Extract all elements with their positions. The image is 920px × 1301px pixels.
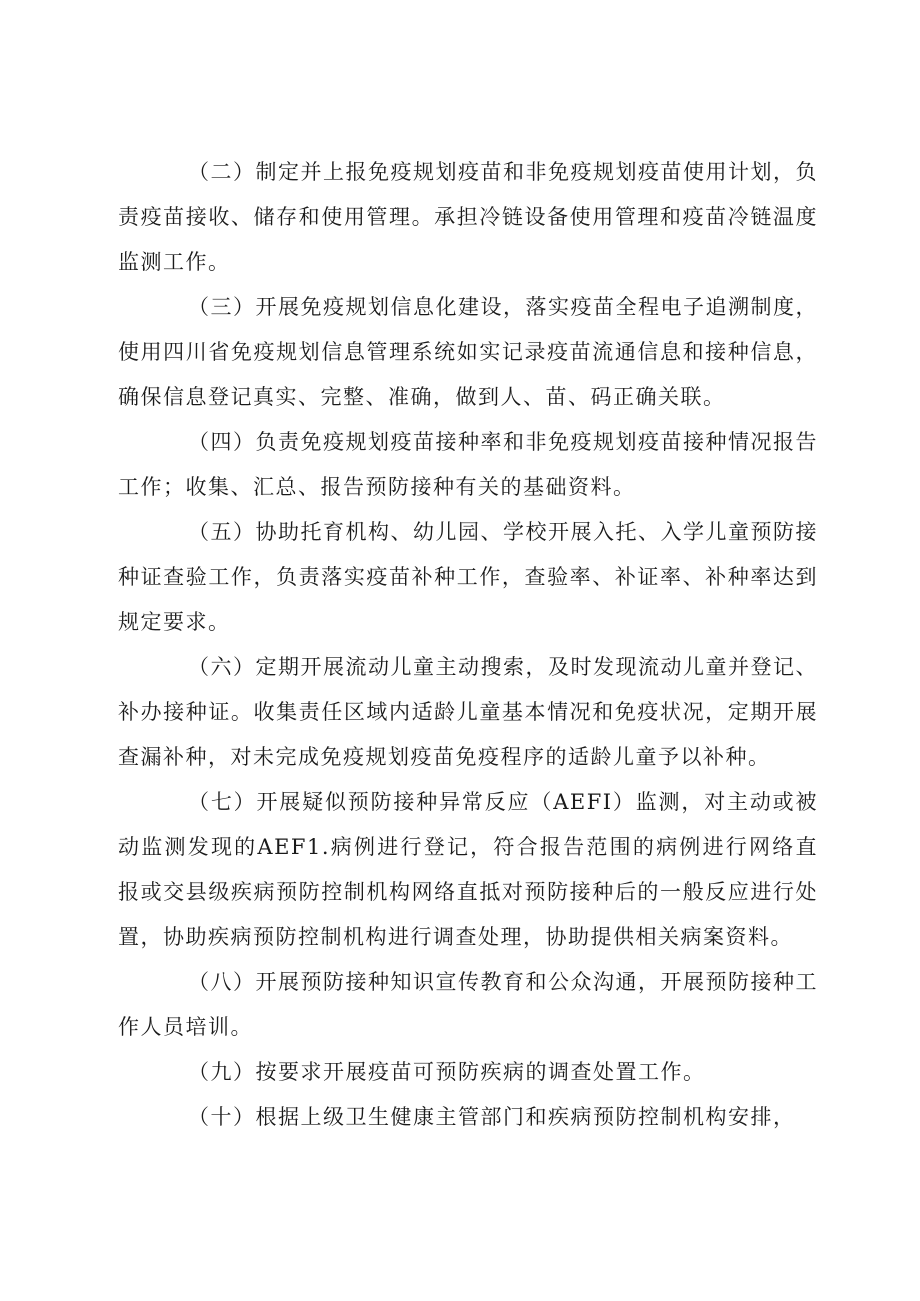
- paragraph-10: （十）根据上级卫生健康主管部门和疾病预防控制机构安排，: [188, 1105, 796, 1129]
- paragraph-3: （三）开展免疫规划信息化建设，落实疫苗全程电子追溯制度，使用四川省免疫规划信息管理系统如实记录疫苗流通信息和接种信息，确保信息登记真实、完整、准确，做到人、苗、码正确关联。: [118, 295, 818, 409]
- paragraph-7: （七）开展疑似预防接种异常反应（AEFI）监测，对主动或被动监测发现的AEF1.病例进行登记，符合报告范围的病例进行网络直报或交县级疾病预防控制机构网络直抵对预防接种后的一般反应进行处置，协助疾病预防控制机构进行调查处理，协助提供相关病案资料。: [118, 790, 818, 949]
- paragraph-5: （五）协助托育机构、幼儿园、学校开展入托、入学儿童预防接种证查验工作，负责落实疫苗补种工作，查验率、补证率、补种率达到规定要求。: [118, 520, 818, 634]
- paragraph-6: （六）定期开展流动儿童主动搜索，及时发现流动儿童并登记、补办接种证。收集责任区域内适龄儿童基本情况和免疫状况，定期开展查漏补种，对未完成免疫规划疫苗免疫程序的适龄儿童予以补种。: [118, 655, 818, 769]
- paragraph-2: （二）制定并上报免疫规划疫苗和非免疫规划疫苗使用计划，负责疫苗接收、储存和使用管理。承担冷链设备使用管理和疫苗冷链温度监测工作。: [118, 160, 818, 274]
- document-body: [118, 150, 818, 1140]
- paragraph-9: （九）按要求开展疫苗可预防疾病的调查处置工作。: [188, 1060, 706, 1084]
- paragraph-4: （四）负责免疫规划疫苗接种率和非免疫规划疫苗接种情况报告工作；收集、汇总、报告预防接种有关的基础资料。: [118, 430, 818, 499]
- paragraph-8: （八）开展预防接种知识宣传教育和公众沟通，开展预防接种工作人员培训。: [118, 970, 818, 1039]
